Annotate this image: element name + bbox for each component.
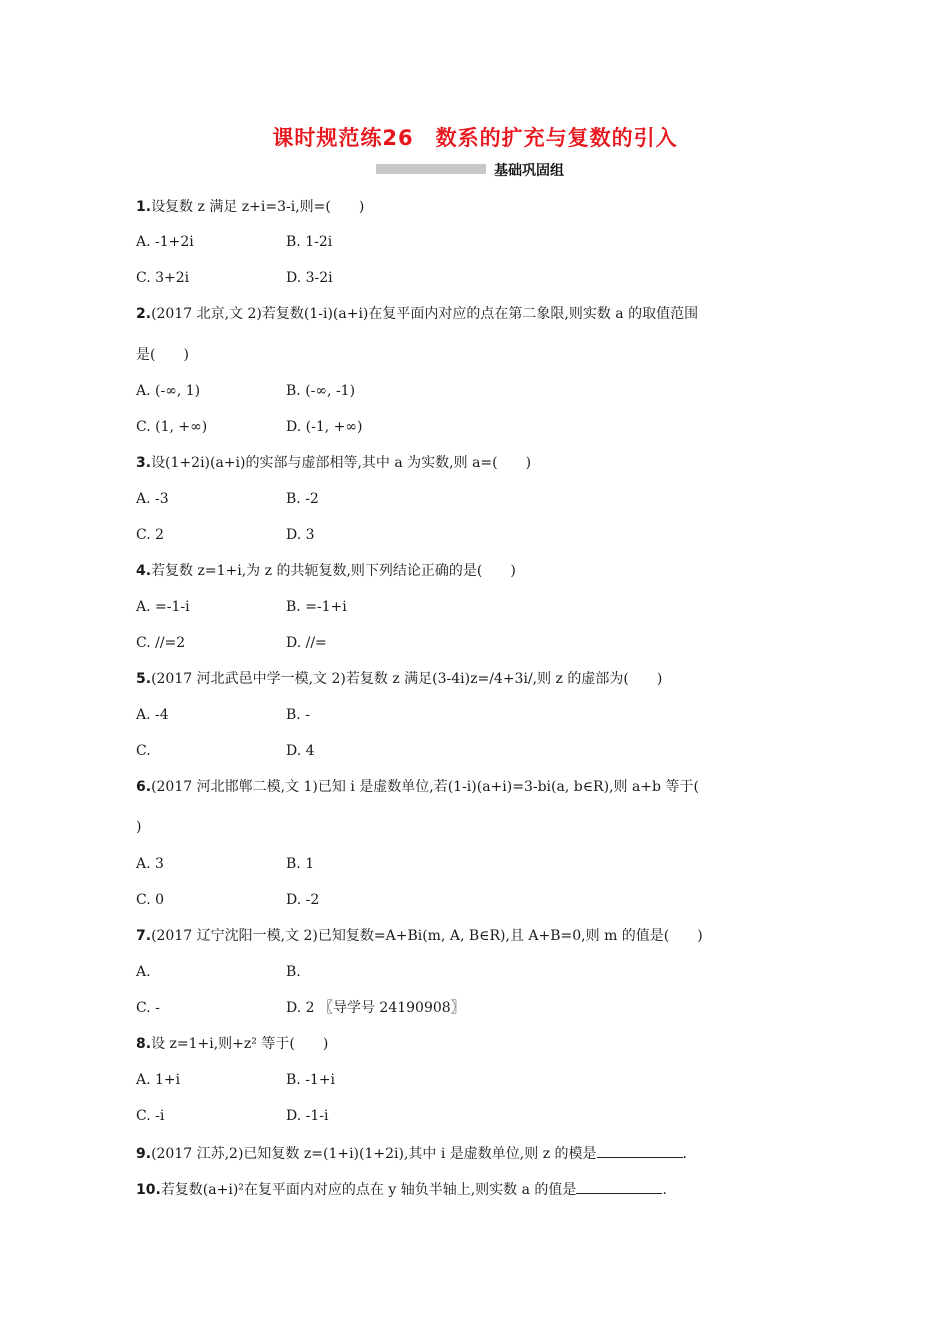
- question-number: 9.: [136, 1146, 152, 1162]
- option-a: A. 3: [136, 856, 164, 872]
- question-text: (2017 河北武邑中学一模,文 2)若复数 z 满足(3-4i)z=/4+3i/,则 z 的虚部为( ): [151, 671, 663, 687]
- option-c: C. -: [136, 1000, 160, 1016]
- question-8: [136, 1035, 328, 1053]
- question-text: 设复数 z 满足 z+i=3-i,则=( ): [151, 199, 365, 215]
- option-b: B. (-∞, -1): [286, 383, 356, 399]
- option-b: B.: [286, 964, 301, 980]
- question-9: [136, 1143, 687, 1163]
- option-c: C. //=2: [136, 635, 186, 651]
- option-d: D. 2 〖导学号 24190908〗: [286, 1000, 465, 1016]
- question-number: 7.: [136, 928, 152, 944]
- option-b: B. =-1+i: [286, 599, 347, 615]
- answer-blank[interactable]: [597, 1143, 683, 1158]
- option-a: A. -1+2i: [136, 234, 194, 250]
- option-d: D. //=: [286, 635, 327, 651]
- option-b: B. 1: [286, 856, 315, 872]
- question-number: 3.: [136, 455, 152, 471]
- option-b: B. 1-2i: [286, 234, 333, 250]
- question-text: 设(1+2i)(a+i)的实部与虚部相等,其中 a 为实数,则 a=( ): [151, 455, 532, 471]
- question-5: [136, 670, 662, 688]
- question-text: (2017 江苏,2)已知复数 z=(1+i)(1+2i),其中 i 是虚数单位,则 z 的模是: [151, 1146, 597, 1162]
- option-c: C. 3+2i: [136, 270, 190, 286]
- question-text: (2017 河北邯郸二模,文 1)已知 i 是虚数单位,若(1-i)(a+i)=3-bi(a, b∈R),则 a+b 等于(: [151, 779, 699, 795]
- question-continuation: ): [136, 819, 142, 835]
- question-text: 若复数(a+i)²在复平面内对应的点在 y 轴负半轴上,则实数 a 的值是: [160, 1182, 577, 1198]
- question-2: [136, 305, 698, 323]
- question-number: 10.: [136, 1182, 161, 1198]
- option-b: B. -2: [286, 491, 319, 507]
- option-a: A. -4: [136, 707, 169, 723]
- option-d: D. -1-i: [286, 1108, 329, 1124]
- question-text: 若复数 z=1+i,为 z 的共轭复数,则下列结论正确的是( ): [151, 563, 516, 579]
- option-b: B. -1+i: [286, 1072, 336, 1088]
- option-d: D. 3-2i: [286, 270, 333, 286]
- section-label: 基础巩固组: [494, 163, 564, 179]
- question-number: 1.: [136, 199, 152, 215]
- option-b: B. -: [286, 707, 310, 723]
- question-3: [136, 454, 531, 472]
- question-continuation: 是( ): [136, 347, 189, 363]
- question-tail: .: [662, 1182, 667, 1198]
- option-c: C. -i: [136, 1108, 165, 1124]
- question-tail: .: [682, 1146, 687, 1162]
- option-a: A. 1+i: [136, 1072, 181, 1088]
- option-c: C. (1, +∞): [136, 419, 208, 435]
- question-1: [136, 198, 364, 216]
- option-a: A. (-∞, 1): [136, 383, 201, 399]
- question-10: [136, 1179, 667, 1199]
- option-a: A. -3: [136, 491, 169, 507]
- option-d: D. 4: [286, 743, 315, 759]
- option-a: A. =-1-i: [136, 599, 190, 615]
- section-header: [376, 160, 626, 180]
- answer-blank[interactable]: [576, 1179, 662, 1194]
- option-a: A.: [136, 964, 151, 980]
- option-c: C. 2: [136, 527, 165, 543]
- question-number: 2.: [136, 306, 152, 322]
- question-text: 设 z=1+i,则+z² 等于( ): [151, 1036, 329, 1052]
- question-4: [136, 562, 516, 580]
- question-number: 4.: [136, 563, 152, 579]
- question-number: 8.: [136, 1036, 152, 1052]
- section-bar: [376, 164, 486, 174]
- question-text: (2017 北京,文 2)若复数(1-i)(a+i)在复平面内对应的点在第二象限,则实数 a 的取值范围: [151, 306, 699, 322]
- option-c: C. 0: [136, 892, 165, 908]
- option-d: D. 3: [286, 527, 315, 543]
- option-d: D. -2: [286, 892, 320, 908]
- question-6: [136, 778, 699, 796]
- question-text: (2017 辽宁沈阳一模,文 2)已知复数=A+Bi(m, A, B∈R),且 A+B=0,则 m 的值是( ): [151, 928, 703, 944]
- question-number: 5.: [136, 671, 152, 687]
- question-7: [136, 927, 703, 945]
- page-title: 课时规范练26 数系的扩充与复数的引入: [272, 126, 678, 150]
- option-c: C.: [136, 743, 151, 759]
- question-number: 6.: [136, 779, 152, 795]
- option-d: D. (-1, +∞): [286, 419, 363, 435]
